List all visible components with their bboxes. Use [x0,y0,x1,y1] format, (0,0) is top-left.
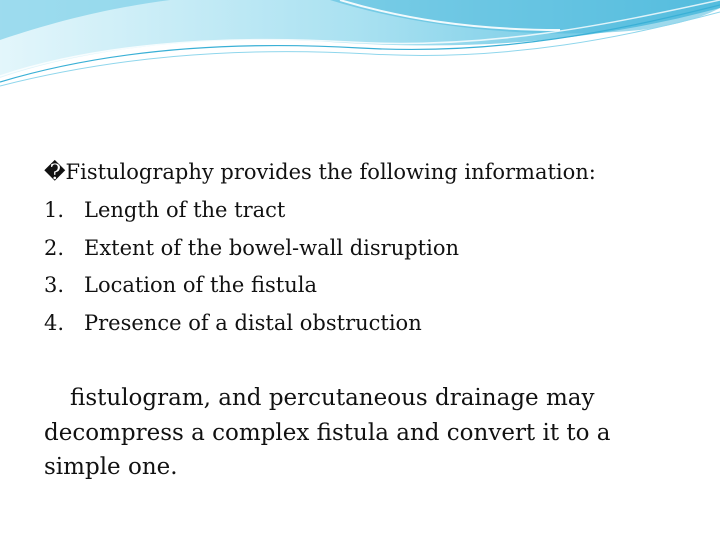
list-item [44,270,459,308]
list-item-text: Location of the fistula [84,273,318,297]
list-item-number: 4. [44,310,65,335]
note-paragraph: fistulogram, and percutaneous drainage may decompress a complex fistula and convert it to a simple one. [44,385,611,480]
intro-text: �Fistulography provides the following information: [44,160,596,184]
header-wave-decoration [0,0,720,90]
list-item [44,195,459,233]
list-item-number: 3. [44,273,65,297]
list-item-number: 1. [44,198,65,222]
info-list [44,195,459,345]
list-item [44,308,459,346]
list-item-text: Presence of a distal obstruction [84,310,422,335]
list-item [44,233,459,271]
list-item-text: Extent of the bowel-wall disruption [84,235,460,260]
list-item-number: 2. [44,235,65,260]
list-item-text: Length of the tract [84,198,286,222]
